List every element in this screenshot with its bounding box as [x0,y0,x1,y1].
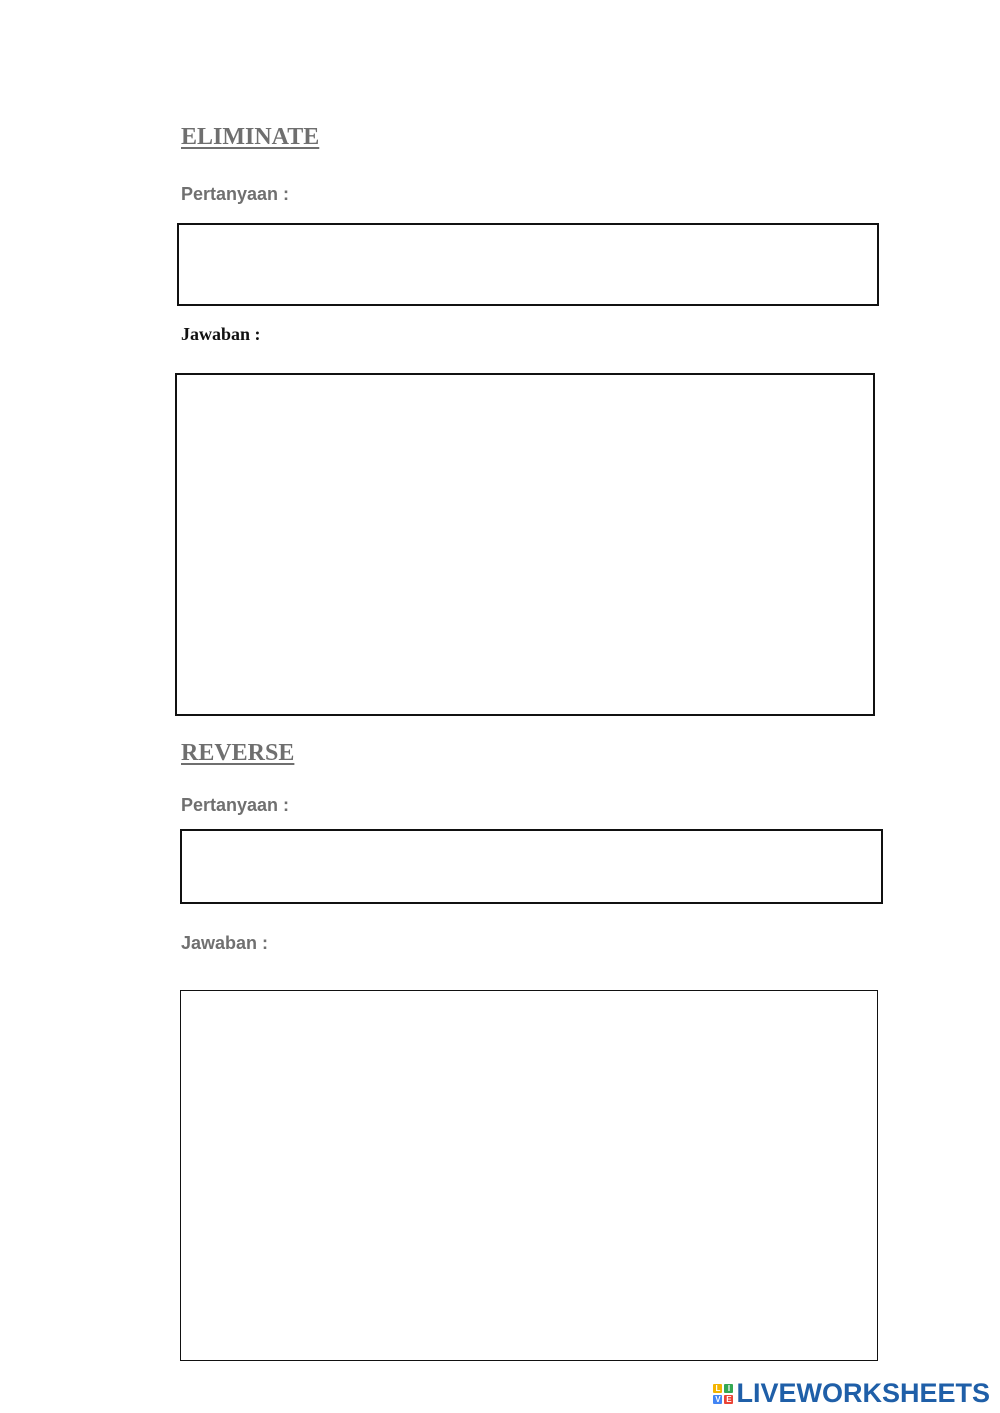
answer-box-eliminate[interactable] [175,373,875,716]
answer-box-reverse[interactable] [180,990,878,1361]
liveworksheets-logo-icon [713,1384,733,1404]
answer-label-eliminate: Jawaban : [181,324,261,344]
question-box-eliminate[interactable] [177,223,879,306]
question-label-reverse: Pertanyaan : [181,795,290,815]
liveworksheets-wordmark: LIVEWORKSHEETS [736,1378,990,1408]
answer-label-reverse: Jawaban : [181,933,269,953]
logo-letter-l: L [713,1384,722,1393]
logo-letter-e: E [726,1394,732,1404]
question-box-reverse[interactable] [180,829,883,904]
section-title-reverse: REVERSE [181,740,295,766]
question-label-eliminate: Pertanyaan : [181,184,290,204]
logo-letter-i: I [724,1384,733,1393]
liveworksheets-brand [713,1380,990,1407]
section-title-eliminate: ELIMINATE [181,124,320,150]
logo-letter-v: V [715,1394,721,1404]
